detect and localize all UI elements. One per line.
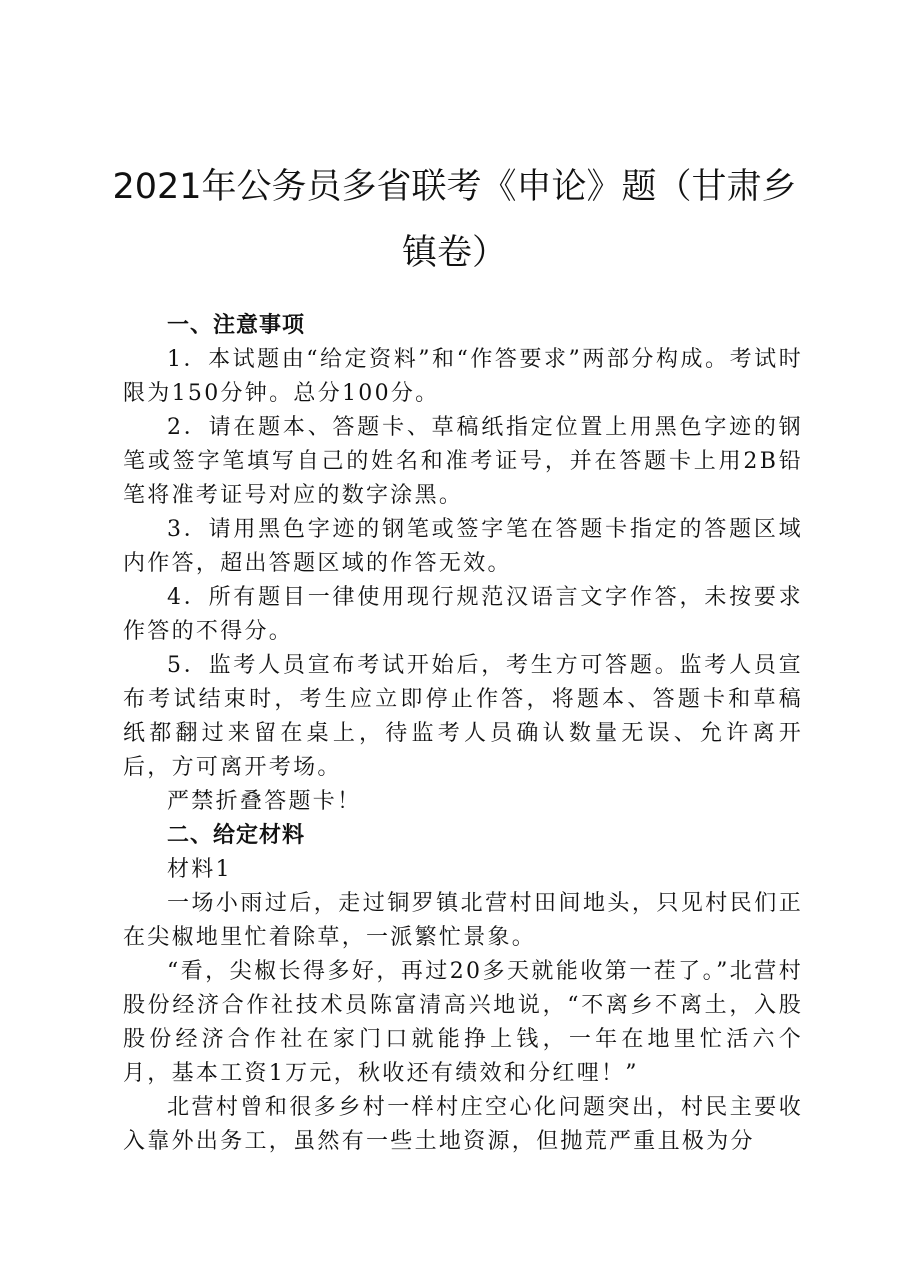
- document-title-line1: 2021年公务员多省联考《申论》题（甘肃乡: [112, 167, 797, 207]
- section-heading-notes: 一、注意事项: [167, 313, 306, 338]
- paragraph-note-3: 3．请用黑色字迹的钢笔或签字笔在答题卡指定的答题区域内作答，超出答题区域的作答无效。: [123, 517, 803, 576]
- material-label: 材料1: [167, 857, 232, 882]
- paragraph-material-2: “看，尖椒长得多好，再过20多天就能收第一茬了。”北营村股份经济合作社技术员陈富清高兴地说，“不离乡不离土，入股股份经济合作社在家门口就能挣上钱，一年在地里忙活六个月，基本工资1万元，秋收还有绩效和分红哩！”: [123, 959, 803, 1086]
- paragraph-warning: 严禁折叠答题卡！: [167, 789, 362, 814]
- paragraph-note-4: 4．所有题目一律使用现行规范汉语言文字作答，未按要求作答的不得分。: [123, 585, 803, 644]
- paragraph-note-1: 1．本试题由“给定资料”和“作答要求”两部分构成。考试时限为150分钟。总分100分。: [123, 347, 803, 406]
- paragraph-note-5: 5．监考人员宣布考试开始后，考生方可答题。监考人员宣布考试结束时，考生应立即停止作答，将题本、答题卡和草稿纸都翻过来留在桌上，待监考人员确认数量无误、允许离开后，方可离开考场。: [123, 653, 803, 780]
- paragraph-note-2: 2．请在题本、答题卡、草稿纸指定位置上用黑色字迹的钢笔或签字笔填写自己的姓名和准考证号，并在答题卡上用2B铅笔将准考证号对应的数字涂黑。: [123, 415, 803, 508]
- section-heading-materials: 二、给定材料: [167, 823, 306, 848]
- paragraph-material-1: 一场小雨过后，走过铜罗镇北营村田间地头，只见村民们正在尖椒地里忙着除草，一派繁忙景象。: [123, 891, 803, 950]
- paragraph-material-3: 北营村曾和很多乡村一样村庄空心化问题突出，村民主要收入靠外出务工，虽然有一些土地资源，但抛荒严重且极为分: [123, 1095, 803, 1154]
- document-body: [123, 309, 803, 1159]
- document-title-line2: 镇卷）: [401, 233, 507, 273]
